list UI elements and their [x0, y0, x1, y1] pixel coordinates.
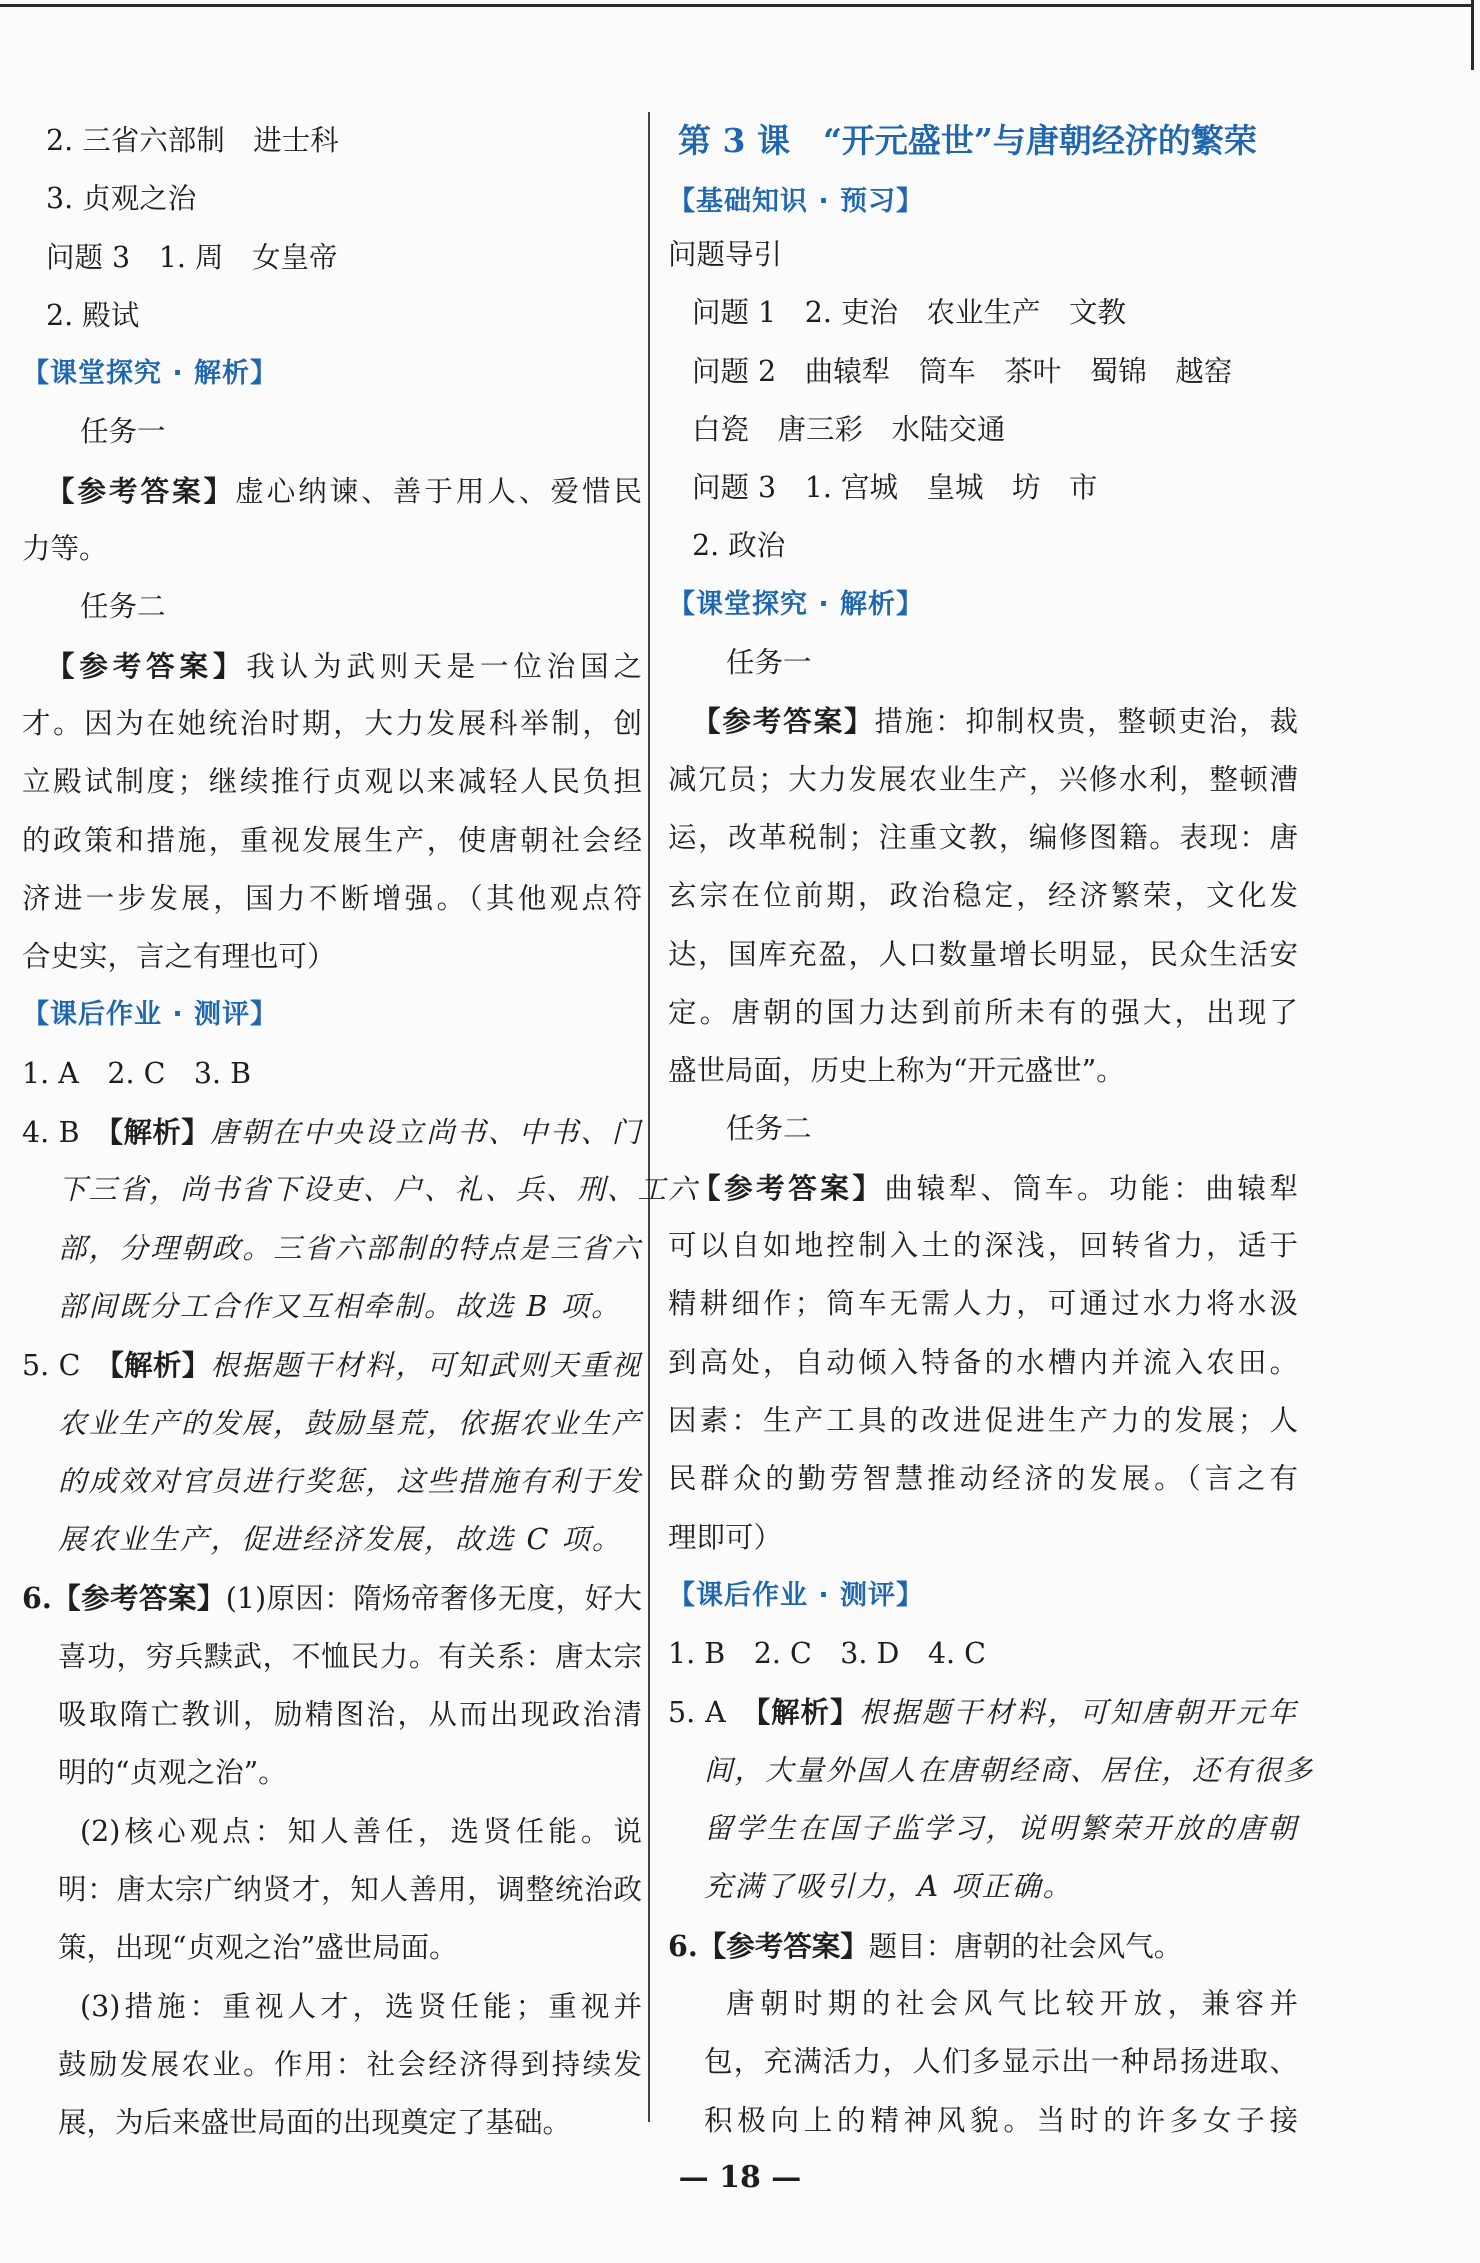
answer-line: 问题 2 曲辕犁 筒车 茶叶 蜀锦 越窑 — [692, 354, 1233, 388]
text-line: 的成效对官员进行奖惩，这些措施有利于发 — [58, 1464, 642, 1498]
text-line: 【参考答案】曲辕犁、筒车。功能：曲辕犁 — [692, 1170, 1298, 1205]
answer-line: 2. 三省六部制 进士科 — [46, 124, 339, 157]
text-line: 力等。 — [22, 532, 108, 566]
top-border — [0, 4, 1472, 7]
answer-line: 问题 3 1. 周 女皇帝 — [46, 240, 338, 274]
text-line: 农业生产的发展，鼓励垦荒，依据农业生产 — [58, 1406, 642, 1440]
answer-tag: 【参考答案】 — [51, 1581, 226, 1616]
text-line: 策，出现“贞观之治”盛世局面。 — [58, 1931, 458, 1965]
text-line: 【参考答案】虚心纳谏、善于用人、爱惜民 — [46, 473, 642, 508]
text-line: 4. B 【解析】唐朝在中央设立尚书、中书、门 — [22, 1115, 642, 1150]
text-line: 才。因为在她统治时期，大力发展科举制，创 — [22, 706, 642, 740]
text-line: 达，国库充盈，人口数量增长明显，民众生活安 — [668, 937, 1298, 971]
answer-line: 问题 3 1. 宫城 皇城 坊 市 — [692, 471, 1098, 505]
text-line: 部间既分工合作又互相牵制。故选 B 项。 — [58, 1289, 622, 1323]
task-heading: 任务一 — [726, 646, 812, 680]
answer-line: 3. 贞观之治 — [46, 182, 197, 216]
answer-line: 2. 殿试 — [46, 298, 140, 332]
text-line: 下三省，尚书省下设吏、户、礼、兵、刑、工六 — [58, 1173, 699, 1207]
left-column — [22, 112, 699, 2152]
text-line: 留学生在国子监学习，说明繁荣开放的唐朝 — [704, 1812, 1298, 1846]
text-line: 济进一步发展，国力不断增强。（其他观点符 — [22, 881, 642, 915]
text-line: 民群众的勤劳智慧推动经济的发展。（言之有 — [668, 1462, 1298, 1496]
text-line: 可以自如地控制入土的深浅，回转省力，适于 — [668, 1229, 1298, 1263]
text-line: 减冗员；大力发展农业生产，兴修水利，整顿漕 — [668, 762, 1298, 796]
text-line: 部，分理朝政。三省六部制的特点是三省六 — [58, 1231, 642, 1265]
text-line: 明的“贞观之治”。 — [58, 1756, 287, 1790]
text-line: 【参考答案】措施：抑制权贵，整顿吏治，裁 — [692, 704, 1298, 739]
text-line: 精耕细作；筒车无需人力，可通过水力将水汲 — [668, 1287, 1298, 1321]
text-line: 到高处，自动倾入特备的水槽内并流入农田。 — [668, 1345, 1298, 1379]
text-line: 展农业生产，促进经济发展，故选 C 项。 — [58, 1523, 623, 1557]
section-heading-homework: 【课后作业 · 测评】 — [22, 999, 279, 1031]
text-line: 喜功，穷兵黩武，不恤民力。有关系：唐太宗 — [58, 1639, 642, 1673]
text-line: 6.【参考答案】(1)原因：隋炀帝奢侈无度，好大 — [22, 1581, 642, 1616]
answer-tag: 【参考答案】 — [692, 1170, 885, 1205]
section-heading-classroom: 【课堂探究 · 解析】 — [668, 588, 925, 620]
task-heading: 任务一 — [80, 415, 166, 449]
text-line: 【参考答案】我认为武则天是一位治国之 — [46, 648, 642, 683]
analysis-tag: 【解析】 — [108, 1115, 211, 1150]
answer-line: 2. 政治 — [692, 529, 786, 563]
text-line: (3)措施：重视人才，选贤任能；重视并 — [80, 1989, 642, 2023]
text-line: 运，改革税制；注重文教，编修图籍。表现：唐 — [668, 820, 1298, 854]
text-line: 立殿试制度；继续推行贞观以来减轻人民负担 — [22, 765, 642, 799]
analysis-tag: 【解析】 — [756, 1695, 860, 1730]
text-line: 合史实，言之有理也可） — [22, 940, 336, 974]
section-heading-classroom: 【课堂探究 · 解析】 — [22, 358, 279, 390]
answer-line: 1. B 2. C 3. D 4. C — [668, 1637, 986, 1671]
answer-line: 1. A 2. C 3. B — [22, 1056, 252, 1090]
analysis-tag: 【解析】 — [109, 1348, 211, 1383]
column-divider — [648, 112, 650, 2122]
answer-line: 问题 1 2. 吏治 农业生产 文教 — [692, 296, 1126, 330]
text-line: 鼓励发展农业。作用：社会经济得到持续发 — [58, 2047, 642, 2081]
text-line: 唐朝时期的社会风气比较开放，兼容并 — [726, 1986, 1298, 2020]
text-line: 明：唐太宗广纳贤才，知人善用，调整统治政 — [58, 1872, 642, 1906]
text-line: 间，大量外国人在唐朝经商、居住，还有很多 — [704, 1753, 1315, 1787]
section-heading-preview: 【基础知识 · 预习】 — [668, 186, 925, 217]
answer-line: 白瓷 唐三彩 水陆交通 — [692, 412, 1006, 446]
text-line: 5. A 【解析】根据题干材料，可知唐朝开元年 — [668, 1695, 1298, 1730]
answer-tag: 【参考答案】 — [697, 1928, 869, 1963]
text-line: 5. C 【解析】根据题干材料，可知武则天重视 — [22, 1348, 642, 1383]
right-column — [668, 112, 1315, 2150]
text-line: 玄宗在位前期，政治稳定，经济繁荣，文化发 — [668, 879, 1298, 913]
text-line: 吸取隋亡教训，励精图治，从而出现政治清 — [58, 1698, 642, 1732]
page-number: — 18 — — [678, 2160, 802, 2195]
answer-tag: 【参考答案】 — [46, 473, 236, 508]
text-line: 积极向上的精神风貌。当时的许多女子接 — [704, 2103, 1298, 2137]
text-line: 包，充满活力，人们多显示出一种昂扬进取、 — [704, 2045, 1298, 2079]
answer-tag: 【参考答案】 — [692, 704, 875, 739]
task-heading: 任务二 — [80, 590, 166, 624]
text-line: 理即可） — [668, 1520, 783, 1554]
task-heading: 任务二 — [726, 1112, 812, 1146]
text-line: 因素：生产工具的改进促进生产力的发展；人 — [668, 1403, 1298, 1437]
answer-tag: 【参考答案】 — [46, 648, 247, 683]
text-line: 定。唐朝的国力达到前所未有的强大，出现了 — [668, 995, 1298, 1029]
text-line: 充满了吸引力，A 项正确。 — [704, 1870, 1074, 1904]
text-line: 展，为后来盛世局面的出现奠定了基础。 — [58, 2106, 572, 2140]
text-line: (2)核心观点：知人善任，选贤任能。说 — [80, 1814, 642, 1848]
lesson-title: 第 3 课 “开元盛世”与唐朝经济的繁荣 — [678, 121, 1257, 160]
right-border — [1471, 0, 1474, 70]
guide-heading: 问题导引 — [668, 238, 783, 271]
text-line: 6.【参考答案】题目：唐朝的社会风气。 — [668, 1928, 1183, 1963]
section-heading-homework: 【课后作业 · 测评】 — [668, 1579, 925, 1611]
text-line: 盛世局面，历史上称为“开元盛世”。 — [668, 1054, 1125, 1088]
text-line: 的政策和措施，重视发展生产，使唐朝社会经 — [22, 823, 642, 857]
